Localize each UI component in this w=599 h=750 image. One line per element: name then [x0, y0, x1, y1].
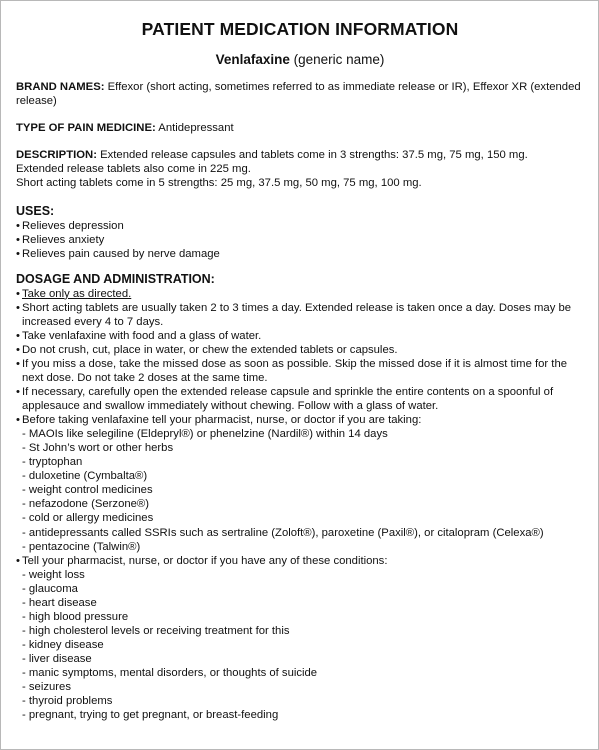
- sub-list-item: - thyroid problems: [22, 695, 113, 708]
- list-item: • Relieves pain caused by nerve damage: [16, 247, 584, 261]
- uses-section: [16, 204, 584, 261]
- dosage-heading: DOSAGE AND ADMINISTRATION:: [16, 271, 215, 286]
- sub-list-item: - kidney disease: [22, 638, 104, 651]
- sub-list-item: - tryptophan: [22, 456, 83, 469]
- medicine-type-text: Antidepressant: [158, 122, 234, 135]
- sub-list-item: - heart disease: [22, 596, 97, 609]
- dosage-list: [16, 287, 584, 722]
- list-item: • If necessary, carefully open the extended release capsule and sprinkle the entire contents on a spoonful of applesauce and swallow immediately without chewing. Follow with a glass of water.: [16, 385, 584, 413]
- sub-list-item: - MAOIs like selegiline (Eldepryl®) or phenelzine (Nardil®) within 14 days: [22, 428, 388, 441]
- sub-list-item: - pentazocine (Talwin®): [22, 540, 141, 553]
- brand-names-text: Effexor (short acting, sometimes referred to as immediate release or IR), Effexor XR (extended release): [16, 81, 581, 108]
- list-item: [16, 287, 584, 301]
- sub-list-item: - glaucoma: [22, 582, 78, 595]
- sub-list-item: - seizures: [22, 681, 71, 694]
- sub-list-item: - high blood pressure: [22, 610, 129, 623]
- medicine-type-label: TYPE OF PAIN MEDICINE:: [16, 122, 156, 135]
- list-item: • If you miss a dose, take the missed dose as soon as possible. Skip the missed dose if it is almost time for the next dose. Do not take 2 doses at the same time.: [16, 357, 584, 385]
- description-label: DESCRIPTION:: [16, 149, 97, 162]
- list-item: • Do not crush, cut, place in water, or chew the extended tablets or capsules.: [16, 343, 584, 357]
- description-section: [16, 148, 584, 190]
- description-line-1: Extended release capsules and tablets come in 3 strengths: 37.5 mg, 75 mg, 150 mg.: [100, 149, 528, 162]
- dosage-section: [16, 272, 584, 722]
- sub-list-item: - duloxetine (Cymbalta®): [22, 470, 148, 483]
- list-item: • Tell your pharmacist, nurse, or doctor if you have any of these conditions:: [16, 554, 584, 568]
- list-item: • Relieves anxiety: [16, 233, 584, 247]
- sub-list-item: - weight loss: [22, 568, 85, 581]
- medicine-type-section: [16, 121, 584, 135]
- sub-list-item: - weight control medicines: [22, 484, 153, 497]
- take-as-directed-text: Take only as directed.: [22, 287, 132, 300]
- generic-name: Venlafaxine: [215, 52, 290, 67]
- drug-name-line: [16, 52, 584, 67]
- sub-list-item: - liver disease: [22, 652, 92, 665]
- sub-list-item: - nefazodone (Serzone®): [22, 498, 150, 511]
- generic-name-note: (generic name): [293, 52, 385, 67]
- brand-names-section: [16, 80, 584, 108]
- brand-names-label: BRAND NAMES:: [16, 81, 105, 93]
- uses-heading: USES:: [16, 203, 55, 218]
- sub-list-item: - antidepressants called SSRIs such as sertraline (Zoloft®), paroxetine (Paxil®), or citalopram (Celexa®): [22, 526, 544, 539]
- uses-list: [16, 219, 584, 261]
- sub-list-item: - cold or allergy medicines: [22, 512, 154, 525]
- list-item: • Relieves depression: [16, 219, 584, 233]
- list-item: • Short acting tablets are usually taken 2 to 3 times a day. Extended release is taken once a day. Doses may be increased every 4 to 7 days.: [16, 301, 584, 329]
- sub-list-item: - high cholesterol levels or receiving treatment for this: [22, 624, 290, 637]
- list-item: • Before taking venlafaxine tell your pharmacist, nurse, or doctor if you are taking:: [16, 413, 584, 427]
- sub-list-item: - pregnant, trying to get pregnant, or breast-feeding: [22, 709, 279, 722]
- description-line-3: Short acting tablets come in 5 strengths: 25 mg, 37.5 mg, 50 mg, 75 mg, 100 mg.: [16, 177, 422, 190]
- sub-list-item: - manic symptoms, mental disorders, or thoughts of suicide: [22, 666, 318, 679]
- list-item: • Take venlafaxine with food and a glass of water.: [16, 329, 584, 343]
- description-line-2: Extended release tablets also come in 225 mg.: [16, 163, 251, 176]
- page-title: PATIENT MEDICATION INFORMATION: [141, 19, 459, 39]
- sub-list-item: - St John’s wort or other herbs: [22, 442, 174, 455]
